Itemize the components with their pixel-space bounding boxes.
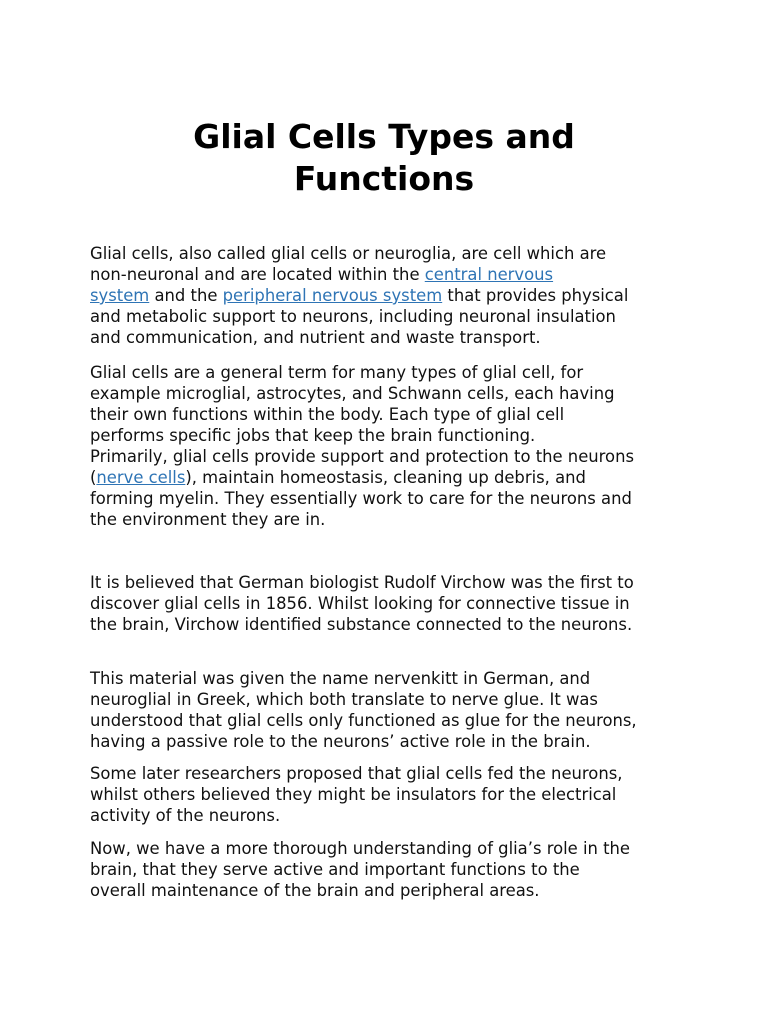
text-line: Now, we have a more thorough understanding of glia’s role in the	[90, 839, 630, 858]
text-segment: (	[90, 468, 97, 487]
text-line: and communication, and nutrient and waste transport.	[90, 328, 541, 347]
text-line: the brain, Virchow identified substance connected to the neurons.	[90, 615, 633, 634]
title-line-2: Functions	[293, 159, 475, 198]
paragraph-nervenkitt	[90, 668, 690, 752]
text-line	[90, 264, 690, 285]
paragraph-intro	[90, 243, 690, 348]
text-line: activity of the neurons.	[90, 806, 281, 825]
text-line: discover glial cells in 1856. Whilst looking for connective tissue in	[90, 594, 630, 613]
text-line: whilst others believed they might be insulators for the electrical	[90, 785, 617, 804]
text-line: Primarily, glial cells provide support and protection to the neurons	[90, 447, 634, 466]
text-line: neuroglial in Greek, which both translate to nerve glue. It was	[90, 690, 598, 709]
central-nervous-system-link[interactable]: central nervous	[424, 265, 554, 284]
text-line: Glial cells are a general term for many types of glial cell, for	[90, 363, 584, 382]
text-line: their own functions within the body. Each type of glial cell	[90, 405, 565, 424]
text-line: and metabolic support to neurons, including neuronal insulation	[90, 307, 616, 326]
text-line: forming myelin. They essentially work to care for the neurons and	[90, 489, 632, 508]
text-line	[90, 285, 690, 306]
text-line: having a passive role to the neurons’ active role in the brain.	[90, 732, 591, 751]
text-line: brain, that they serve active and important functions to the	[90, 860, 580, 879]
text-segment: non-neuronal and are located within the	[90, 265, 425, 284]
document-title	[150, 116, 618, 200]
paragraph-modern-understanding	[90, 838, 690, 901]
central-nervous-system-link-cont[interactable]: system	[90, 286, 150, 305]
text-segment: that provides physical	[442, 286, 629, 305]
paragraph-researchers	[90, 763, 690, 826]
text-line: performs specific jobs that keep the brain functioning.	[90, 426, 536, 445]
text-segment: and the	[149, 286, 223, 305]
paragraph-history	[90, 572, 690, 635]
text-line: This material was given the name nervenkitt in German, and	[90, 669, 591, 688]
text-line: example microglial, astrocytes, and Schwann cells, each having	[90, 384, 615, 403]
text-line: the environment they are in.	[90, 510, 326, 529]
text-segment: ), maintain homeostasis, cleaning up debris, and	[185, 468, 586, 487]
nerve-cells-link[interactable]: nerve cells	[96, 468, 186, 487]
text-line: Glial cells, also called glial cells or neuroglia, are cell which are	[90, 244, 607, 263]
text-line: overall maintenance of the brain and peripheral areas.	[90, 881, 540, 900]
title-line-1: Glial Cells Types and	[193, 117, 575, 156]
paragraph-types	[90, 362, 690, 530]
peripheral-nervous-system-link[interactable]: peripheral nervous system	[222, 286, 443, 305]
text-line: It is believed that German biologist Rudolf Virchow was the first to	[90, 573, 634, 592]
text-line: Some later researchers proposed that glial cells fed the neurons,	[90, 764, 623, 783]
text-line	[90, 467, 690, 488]
text-line: understood that glial cells only functioned as glue for the neurons,	[90, 711, 637, 730]
